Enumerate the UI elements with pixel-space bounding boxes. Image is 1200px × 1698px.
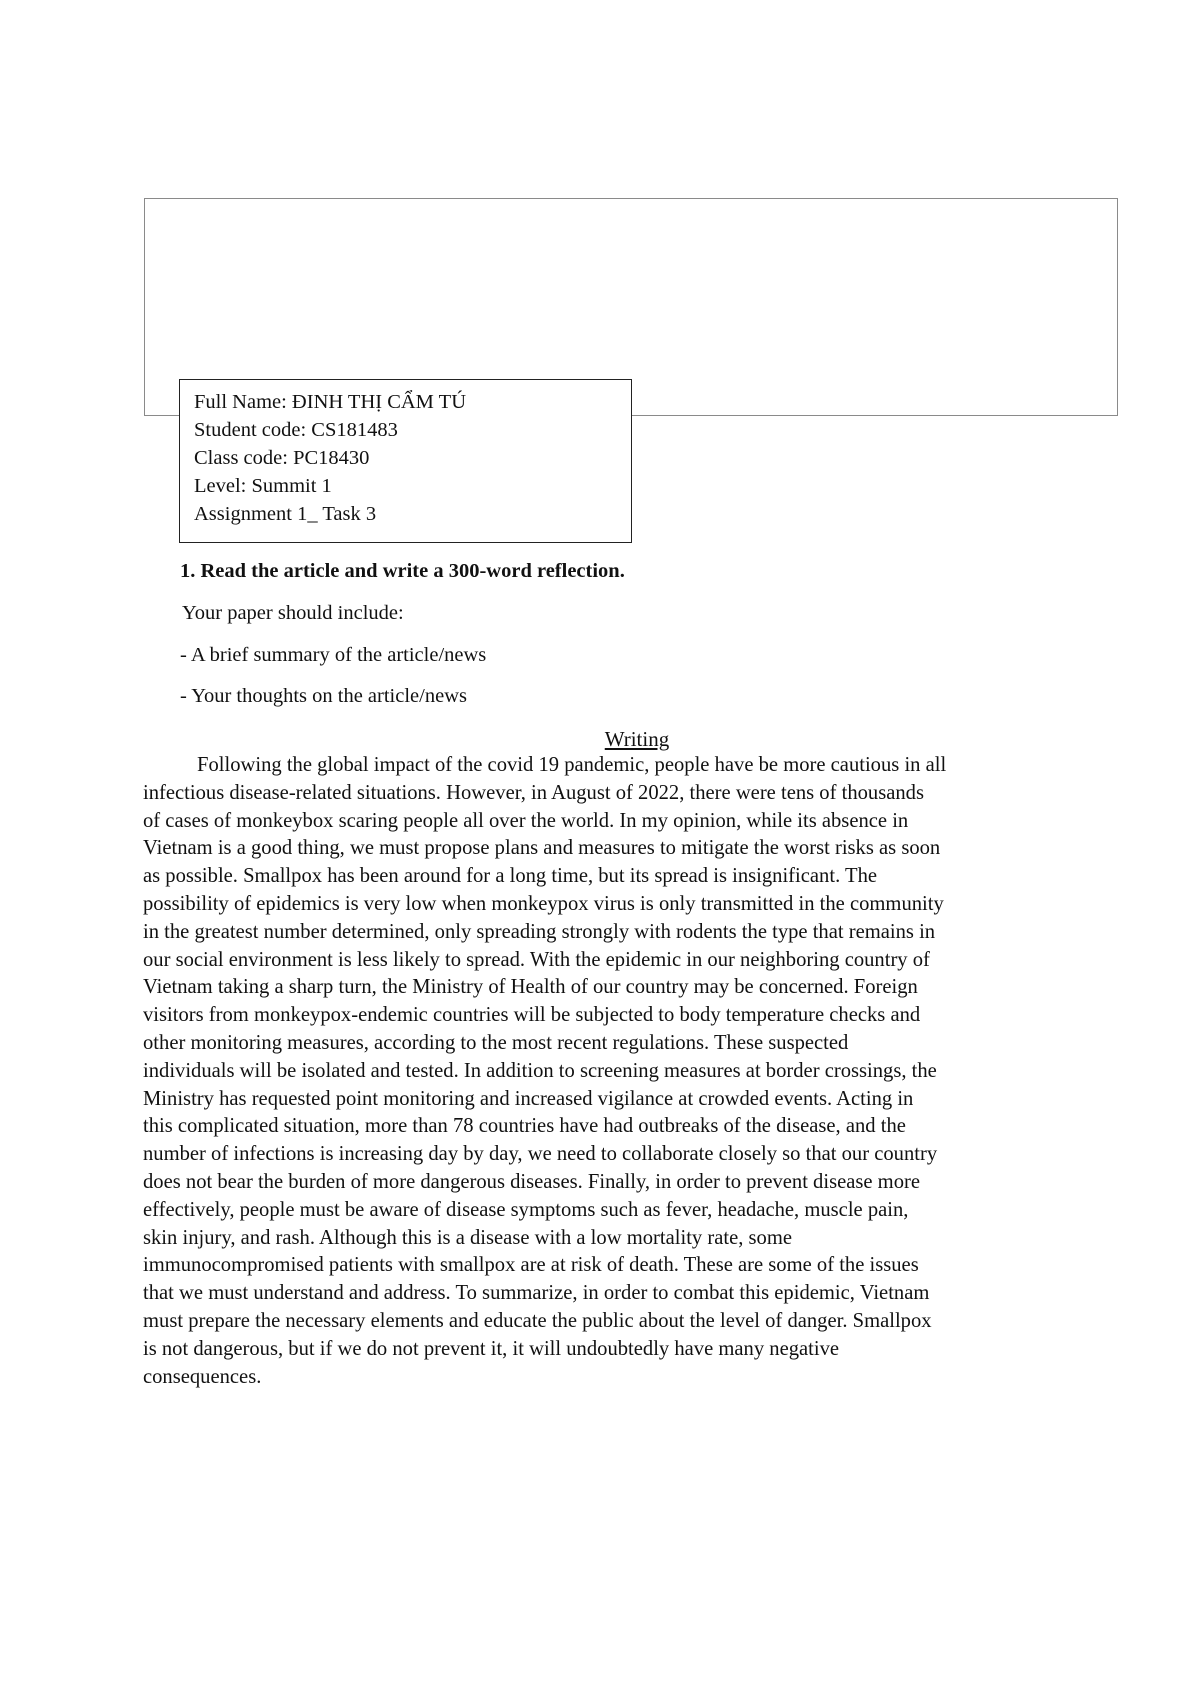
essay-line: Ministry has requested point monitoring and increased vigilance at crowded events. Acting in	[143, 1087, 914, 1110]
level: Level: Summit 1	[194, 475, 332, 497]
essay-line: effectively, people must be aware of disease symptoms such as fever, headache, muscle pain,	[143, 1198, 909, 1221]
essay-line: infectious disease-related situations. However, in August of 2022, there were tens of thousands	[143, 781, 924, 804]
essay-line: skin injury, and rash. Although this is a disease with a low mortality rate, some	[143, 1226, 792, 1249]
essay-line: as possible. Smallpox has been around for a long time, but its spread is insignificant. The	[143, 865, 878, 888]
task-heading: 1. Read the article and write a 300-word reflection.	[180, 560, 625, 582]
essay-line: our social environment is less likely to spread. With the epidemic in our neighboring country of	[143, 948, 930, 971]
essay-line: that we must understand and address. To summarize, in order to combat this epidemic, Vietnam	[143, 1282, 930, 1305]
writing-title: Writing	[604, 727, 670, 751]
essay-line: individuals will be isolated and tested. In addition to screening measures at border crossings, the	[143, 1059, 937, 1082]
student-info-box	[179, 379, 632, 543]
essay-line: of cases of monkeybox scaring people all over the world. In my opinion, while its absence in	[143, 809, 909, 832]
essay-line: visitors from monkeypox-endemic countries will be subjected to body temperature checks and	[143, 1004, 921, 1027]
essay-line: this complicated situation, more than 78 countries have had outbreaks of the disease, and the	[143, 1115, 906, 1138]
essay-line: Vietnam taking a sharp turn, the Ministry of Health of our country may be concerned. Foreign	[143, 976, 918, 999]
task-bullet-thoughts: - Your thoughts on the article/news	[180, 685, 467, 707]
essay-body	[143, 752, 1091, 1391]
essay-line: must prepare the necessary elements and educate the public about the level of danger. Smallpox	[143, 1309, 932, 1332]
essay-line: in the greatest number determined, only spreading strongly with rodents the type that remains in	[143, 920, 936, 943]
task-bullet-summary: - A brief summary of the article/news	[180, 644, 487, 666]
class-code: Class code: PC18430	[194, 447, 370, 469]
essay-line: immunocompromised patients with smallpox are at risk of death. These are some of the issues	[143, 1254, 919, 1277]
essay-line: Vietnam is a good thing, we must propose plans and measures to mitigate the worst risks as soon	[143, 837, 941, 860]
essay-line: possibility of epidemics is very low when monkeypox virus is only transmitted in the community	[143, 892, 944, 915]
essay-line: Following the global impact of the covid 19 pandemic, people have be more cautious in all	[197, 754, 947, 776]
student-code: Student code: CS181483	[194, 419, 398, 441]
essay-line: is not dangerous, but if we do not prevent it, it will undoubtedly have many negative	[143, 1337, 840, 1360]
essay-line: other monitoring measures, according to the most recent regulations. These suspected	[143, 1031, 849, 1054]
full-name: Full Name: ĐINH THỊ CẨM TÚ	[194, 391, 466, 413]
task-intro: Your paper should include:	[182, 602, 404, 624]
assignment-label: Assignment 1_ Task 3	[194, 503, 377, 525]
essay-line: consequences.	[143, 1365, 262, 1388]
essay-line: number of infections is increasing day by day, we need to collaborate closely so that our country	[143, 1143, 938, 1166]
essay-line: does not bear the burden of more dangerous diseases. Finally, in order to prevent disease more	[143, 1170, 920, 1193]
